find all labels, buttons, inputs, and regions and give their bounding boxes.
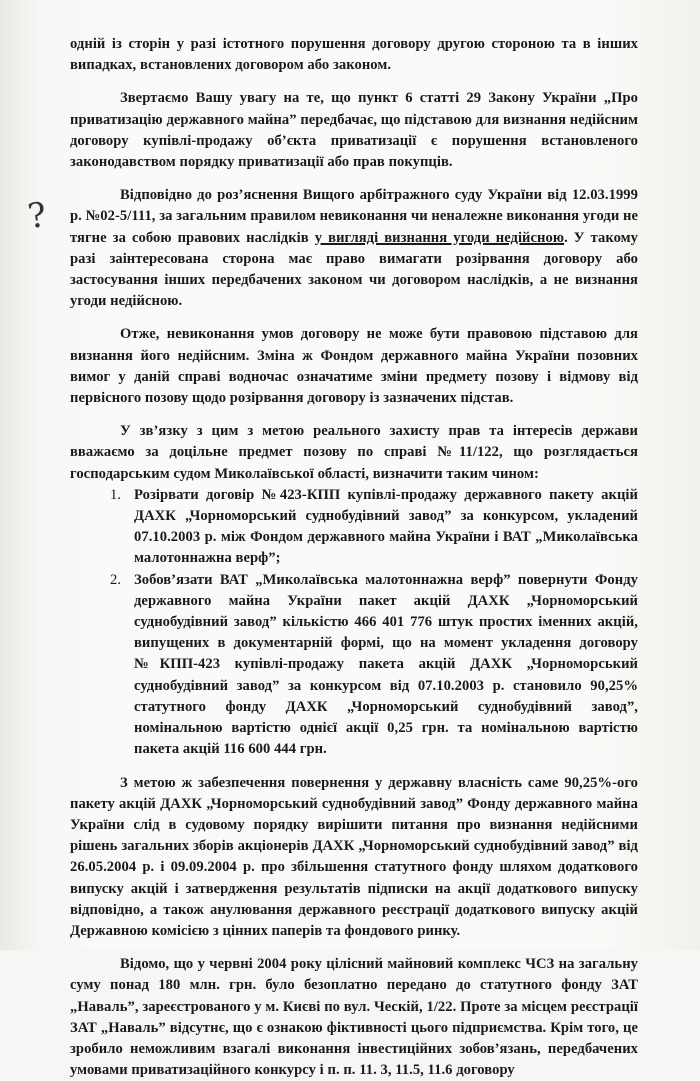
paragraph-continuation: одній із сторін у разі істотного порушення договору другою стороною та в інших випадках, встановлених договором або законом.	[70, 36, 638, 74]
list-item-text: Розірвати договір №423-КПП купівлі-продажу державного пакету акцій ДАХК „Чорноморський суднобудівний завод” за конкурсом, укладений 07.10.2003 р. між Фондом державного майна України і ВАТ „Миколаївська малотоннажна верф”;	[134, 486, 638, 567]
list-number: 1.	[110, 486, 122, 503]
list-number: 2.	[110, 571, 122, 588]
paragraph-return-shares: З метою ж забезпечення повернення у державну власність саме 90,25%-ого пакету акцій ДАХК „Чорноморський суднобудівний завод” Фонду державного майна України слід в судовому порядку вирішити питання про визнання недійсними рішень загальних зборів акціонерів ДАХК „Чорноморський суднобудівний завод” від 26.05.2004 р. і 09.09.2004 р. про збільшення статутного фонду шляхом додаткового випуску акцій і затвердження результатів підписки на акції додаткового випуску відповідно, а також анулювання державного реєстрації додаткового випуску акцій Державною комісією з цінних паперів та фондового ринку.	[70, 774, 638, 939]
paragraph-naval-transfer: Відомо, що у червні 2004 року цілісний майновий комплекс ЧСЗ на загальну суму понад 180 млн. грн. було безоплатно передано до статутного фонду ЗАТ „Наваль”, зареєстрованого у м. Києві по вул. Ческій, 1/22. Проте за місцем реєстрації ЗАТ „Наваль” відсутнє, що є ознакою фіктивності цього підприємства. Крім того, це зробило неможливим взагалі виконання інвестиційних зобов’язань, передбачених умовами приватизаційного конкурсу і п. п. 11. 3, 11.5, 11.6 договору	[70, 956, 638, 1079]
paragraph-privatization-law: Звертаємо Вашу увагу на те, що пункт 6 статті 29 Закону України „Про приватизацію державного майна” передбачає, що підставою для визнання недійсним договору купівлі-продажу об’єкта приватизації є порушення встановленого законодавством порядку приватизації або прав покупців.	[70, 90, 638, 171]
list-item	[70, 485, 638, 570]
paragraph-claim-subject: У зв’язку з цим з метою реального захисту прав та інтересів держави вважаємо за доцільне предмет позову по справі №11/122, що розглядається господарським судом Миколаївської області, визначити таким чином:	[70, 423, 638, 482]
paragraph-conclusion: Отже, невиконання умов договору не може бути правовою підставою для визнання його недійсним. Зміна ж Фондом державного майна України позовних вимог у даній справі водночас означатиме зміни предмету позову і відмову від первісного позову щодо розірвання договору із зазначених підстав.	[70, 326, 638, 407]
claims-list	[70, 485, 638, 761]
list-item-text: Зобов’язати ВАТ „Миколаївська малотоннажна верф” повернути Фонду державного майна України пакет акцій ДАХК „Чорноморський суднобудівний завод” кількістю 466 401 776 штук простих іменних акцій, випущених в документарній формі, що на момент укладення договору №КПП-423 купівлі-продажу пакета акцій ДАХК „Чорноморський суднобудівний завод” за конкурсом від 07.10.2003 р. становило 90,25% статутного фонду ДАХК „Чорноморський суднобудівний завод”, номінальною вартістю однієї акції 0,25 грн. та номінальною вартістю пакета акцій 116 600 444 грн.	[134, 571, 638, 758]
handwritten-question-mark: ?	[25, 194, 49, 238]
underlined-phrase: у вигляді визнання угоди недійсною	[314, 229, 565, 246]
document-body	[70, 34, 638, 1081]
list-item	[70, 570, 638, 761]
clarification-text-start: Відповідно до роз’яснення Вищого арбітражного суду України від 12.03.1999 р. №02-5/111, за загальним правилом невиконання чи неналежне виконання угоди не тягне за собою правових наслідків	[70, 187, 638, 246]
clarification-text-end: . У такому разі заінтересована сторона має право вимагати розірвання договору або застосування інших передбачених законом чи договором наслідків, а не визнання угоди недійсною.	[70, 229, 638, 310]
paragraph-court-clarification	[70, 185, 638, 312]
